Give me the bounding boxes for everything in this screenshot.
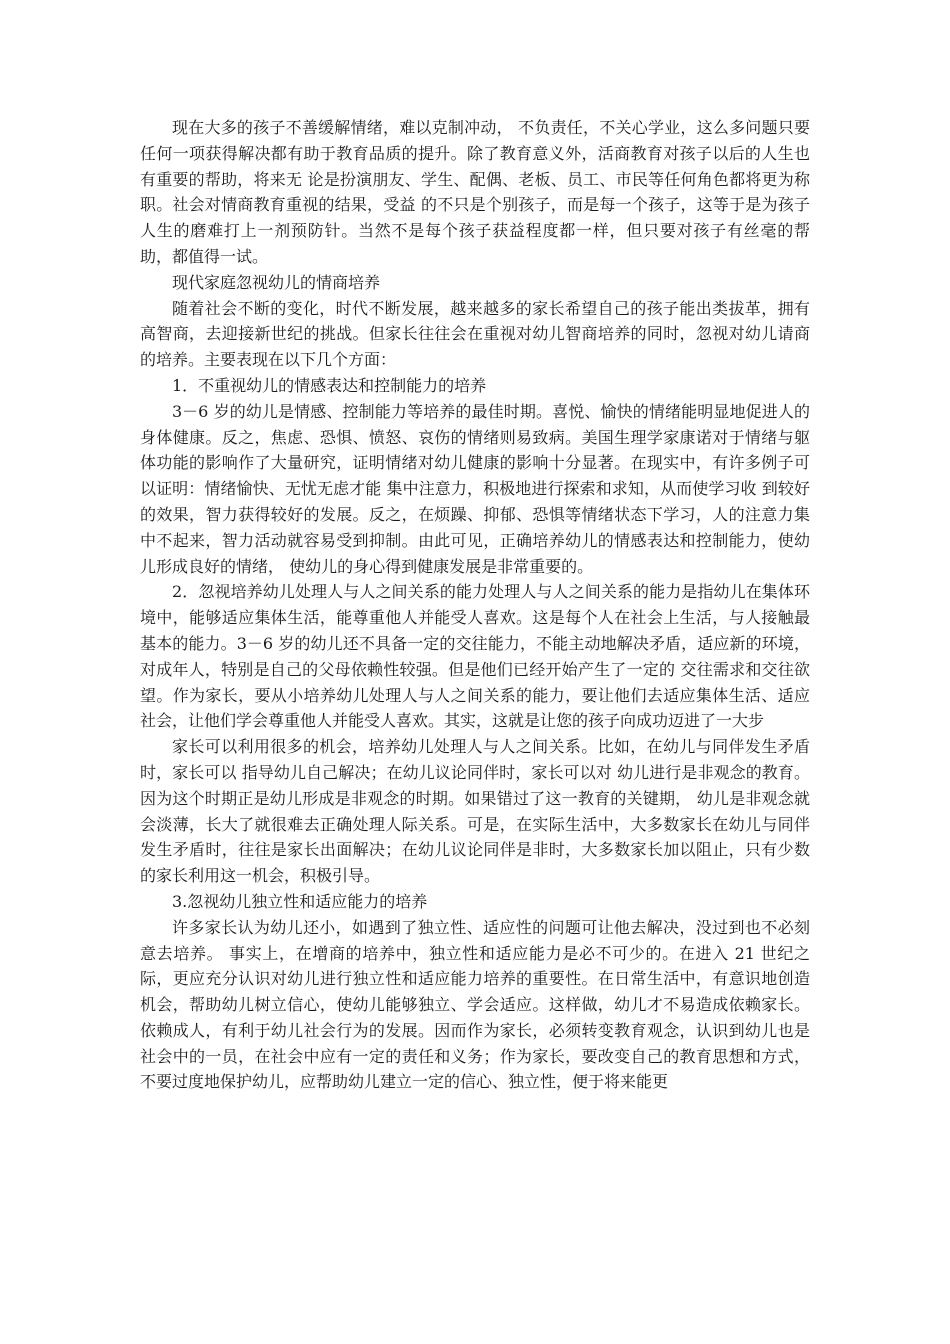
subheading-3: 3.忽视幼儿独立性和适应能力的培养 — [172, 891, 428, 911]
document-page — [140, 115, 816, 1095]
paragraph-emotion: 3－6 岁的幼儿是情感、控制能力等培养的最佳时期。喜悦、愉快的情绪能明显地促进人的身体健康。反之，焦虑、恐惧、愤怒、哀伤的情绪则易致病。美国生理学家康诺对于情绪与躯体功能的影响作了大量研究，证明情绪对幼儿健康的影响十分显著。在现实中，有许多例子可以证明：情绪愉快、无忧无虑才能 集中注意力，积极地进行探索和求知，从而使学习收 到较好的效果，智力获得较好的发展。反之，在烦躁、抑郁、恐惧等情绪状态下学习，人的注意力集中不起来，智力活动就容易受到抑制。由此可见，正确培养幼儿的情感表达和控制能力，使幼儿形成良好的情绪， 使幼儿的身心得到健康发展是非常重要的。 — [140, 401, 810, 576]
paragraph-overview: 随着社会不断的变化，时代不断发展，越来越多的家长希望自己的孩子能出类拔革，拥有高智商，去迎接新世纪的挑战。但家长往往会在重视对幼儿智商培养的同时，忽视对幼儿请商的培养。主要表现在以下几个方面： — [140, 298, 810, 370]
section-heading: 现代家庭忽视幼儿的情商培养 — [172, 272, 381, 292]
subheading-1: 1．不重视幼儿的情感表达和控制能力的培养 — [172, 375, 487, 395]
paragraph-intro: 现在大多的孩子不善缓解情绪，难以克制冲动， 不负责任，不关心学业，这么多问题只要任何一项获得解决都有助于教育品质的提升。除了教育意义外，活商教育对孩子以后的人生也有重要的帮助，将来无 论是扮演朋友、学生、配偶、老板、员工、市民等任何角色都将更为称职。社会对情商教育重视的结果，受益 的不只是个别孩子，而是每一个孩子，这等于是为孩子人生的磨难打上一剂预防针。当然不是每个孩子获益程度都一样，但只要对孩子有丝毫的帮助，都值得一试。 — [140, 118, 810, 266]
paragraph-independence: 许多家长认为幼儿还小，如遇到了独立性、适应性的问题可让他去解决，没过到也不必刻意去培养。 事实上，在增商的培养中，独立性和适应能力是必不可少的。在进入 21 世纪之际，更应充分认识对幼儿进行独立性和适应能力培养的重要性。在日常生活中，有意识地创造机会，帮助幼儿树立信心，使幼儿能够独立、学会适应。这样做，幼儿才不易造成依赖家长。 依赖成人，有利于幼儿社会行为的发展。因而作为家长，必须转变教育观念，认识到幼儿也是社会中的一员，在社会中应有一定的责任和义务；作为家长，要改变自己的教育思想和方式，不要过度地保护幼儿，应帮助幼儿建立一定的信心、独立性，便于将来能更 — [140, 917, 816, 1092]
paragraph-parents: 家长可以利用很多的机会，培养幼儿处理人与人之间关系。比如，在幼儿与同伴发生矛盾时，家长可以 指导幼儿自己解决；在幼儿议论同伴时，家长可以对 幼儿进行是非观念的教育。因为这个时期正是幼儿形成是非观念的时期。如果错过了这一教育的关键期， 幼儿是非观念就会淡薄，长大了就很难去正确处理人际关系。可是，在实际生活中，大多数家长在幼儿与同伴发生矛盾时，往往是家长出面解决；在幼儿议论同伴是非时，大多数家长加以阻止，只有少数的家长利用这一机会，积极引导。 — [140, 737, 810, 886]
paragraph-relationships: 2．忽视培养幼儿处理人与人之间关系的能力处理人与人之间关系的能力是指幼儿在集体环境中，能够适应集体生活，能尊重他人并能受人喜欢。这是每个人在社会上生活，与人接触最基本的能力。3－6 岁的幼儿还不具备一定的交往能力，不能主动地解决矛盾，适应新的环境，对成年人，特别是自己的父母依赖性较强。但是他们已经开始产生了一定的 交往需求和交往欲望。作为家长，要从小培养幼儿处理人与人之间关系的能力，要让他们去适应集体生活、适应社会，让他们学会尊重他人并能受人喜欢。其实，这就是让您的孩子向成功迈进了一大步 — [140, 582, 810, 731]
